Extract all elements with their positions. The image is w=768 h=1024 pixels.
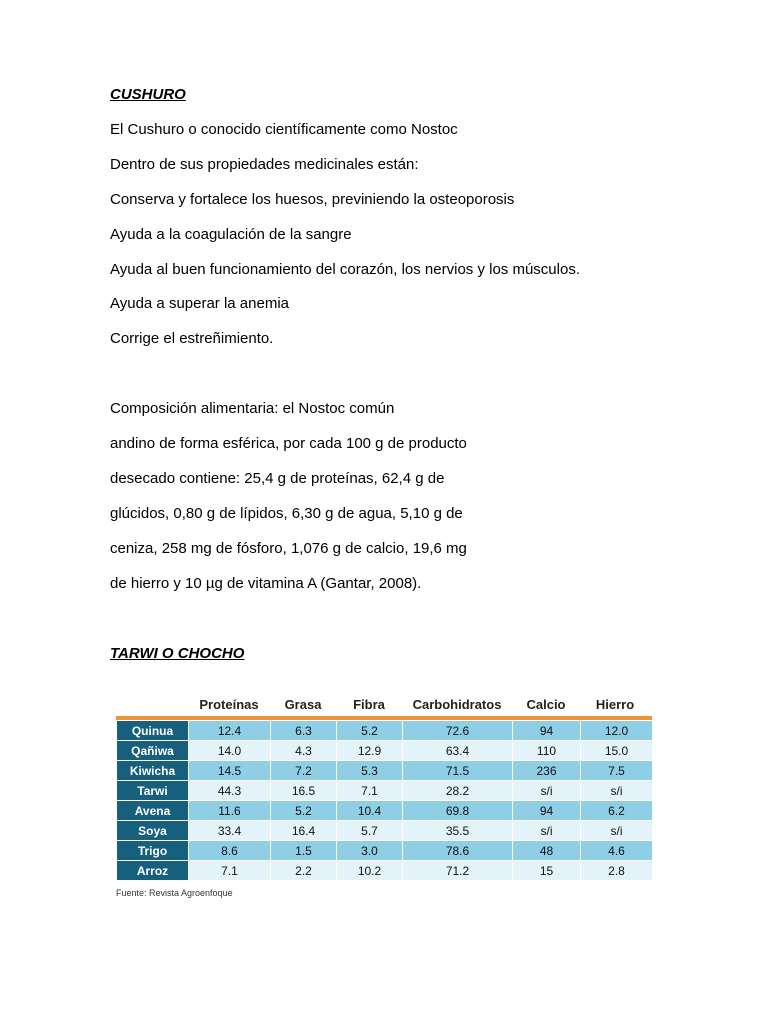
table-cell: 10.2: [337, 861, 403, 881]
table-cell: 8.6: [189, 841, 271, 861]
table-cell: 4.3: [271, 741, 337, 761]
table-cell: 3.0: [337, 841, 403, 861]
table-cell: 14.0: [189, 741, 271, 761]
table-row: [117, 761, 653, 781]
table-row: [117, 821, 653, 841]
table-header-row: [116, 692, 652, 716]
table-cell: s/i: [513, 781, 581, 801]
nutrition-table-image: [116, 692, 658, 902]
table-cell: 6.3: [271, 721, 337, 741]
column-header: Proteínas: [199, 697, 259, 712]
table-cell: 2.2: [271, 861, 337, 881]
table-cell: 78.6: [403, 841, 513, 861]
table-cell: 71.2: [403, 861, 513, 881]
table-cell: 11.6: [189, 801, 271, 821]
composition-line: Composición alimentaria: el Nostoc común: [110, 400, 395, 417]
column-header: Grasa: [284, 697, 322, 712]
table-cell: 69.8: [403, 801, 513, 821]
table-cell: 6.2: [581, 801, 653, 821]
table-cell: 63.4: [403, 741, 513, 761]
row-label: Kiwicha: [117, 761, 189, 781]
column-header: Hierro: [595, 697, 635, 712]
table-cell: 12.9: [337, 741, 403, 761]
table-cell: 71.5: [403, 761, 513, 781]
table-cell: 110: [513, 741, 581, 761]
composition-line: de hierro y 10 µg de vitamina A (Gantar, 2008).: [110, 575, 422, 592]
row-label: Avena: [117, 801, 189, 821]
paragraph-line: Corrige el estreñimiento.: [110, 330, 274, 347]
table-cell: 7.1: [337, 781, 403, 801]
table-cell: 94: [513, 721, 581, 741]
table-cell: 7.5: [581, 761, 653, 781]
table-cell: s/i: [581, 821, 653, 841]
table-cell: 4.6: [581, 841, 653, 861]
table-cell: 15.0: [581, 741, 653, 761]
table-cell: s/i: [513, 821, 581, 841]
paragraph-line: Conserva y fortalece los huesos, previniendo la osteoporosis: [110, 191, 515, 208]
column-header: Calcio: [526, 697, 566, 712]
composition-line: glúcidos, 0,80 g de lípidos, 6,30 g de agua, 5,10 g de: [110, 505, 463, 522]
nutrition-table: [116, 720, 653, 881]
section-title-tarwi: TARWI O CHOCHO: [110, 645, 245, 662]
table-row: [117, 721, 653, 741]
table-cell: 28.2: [403, 781, 513, 801]
paragraph-line: Ayuda al buen funcionamiento del corazón, los nervios y los músculos.: [110, 261, 580, 278]
table-cell: 5.2: [271, 801, 337, 821]
table-cell: 10.4: [337, 801, 403, 821]
table-row: [117, 801, 653, 821]
table-cell: 5.3: [337, 761, 403, 781]
table-cell: 44.3: [189, 781, 271, 801]
row-label: Tarwi: [117, 781, 189, 801]
table-cell: 7.2: [271, 761, 337, 781]
row-label: Quinua: [117, 721, 189, 741]
table-row: [117, 741, 653, 761]
table-cell: 33.4: [189, 821, 271, 841]
table-cell: 236: [513, 761, 581, 781]
table-cell: 72.6: [403, 721, 513, 741]
composition-line: ceniza, 258 mg de fósforo, 1,076 g de calcio, 19,6 mg: [110, 540, 467, 557]
table-cell: s/i: [581, 781, 653, 801]
table-cell: 7.1: [189, 861, 271, 881]
table-cell: 94: [513, 801, 581, 821]
table-cell: 12.4: [189, 721, 271, 741]
column-header: Carbohidratos: [412, 697, 502, 712]
column-header: Fibra: [353, 697, 385, 712]
paragraph-line: El Cushuro o conocido científicamente como Nostoc: [110, 121, 458, 138]
table-cell: 15: [513, 861, 581, 881]
table-row: [117, 841, 653, 861]
table-cell: 2.8: [581, 861, 653, 881]
paragraph-line: Dentro de sus propiedades medicinales están:: [110, 156, 419, 173]
table-cell: 5.2: [337, 721, 403, 741]
table-cell: 5.7: [337, 821, 403, 841]
table-cell: 12.0: [581, 721, 653, 741]
table-cell: 35.5: [403, 821, 513, 841]
row-label: Arroz: [117, 861, 189, 881]
composition-line: andino de forma esférica, por cada 100 g de producto: [110, 435, 467, 452]
paragraph-line: Ayuda a la coagulación de la sangre: [110, 226, 352, 243]
row-label: Trigo: [117, 841, 189, 861]
paragraph-line: Ayuda a superar la anemia: [110, 295, 290, 312]
composition-line: desecado contiene: 25,4 g de proteínas, 62,4 g de: [110, 470, 445, 487]
row-label: Qañiwa: [117, 741, 189, 761]
table-cell: 16.5: [271, 781, 337, 801]
section-title-cushuro: CUSHURO: [110, 86, 186, 103]
table-cell: 48: [513, 841, 581, 861]
table-row: [117, 781, 653, 801]
table-row: [117, 861, 653, 881]
table-source-caption: Fuente: Revista Agroenfoque: [116, 888, 233, 898]
table-cell: 14.5: [189, 761, 271, 781]
table-cell: 16.4: [271, 821, 337, 841]
row-label: Soya: [117, 821, 189, 841]
table-cell: 1.5: [271, 841, 337, 861]
